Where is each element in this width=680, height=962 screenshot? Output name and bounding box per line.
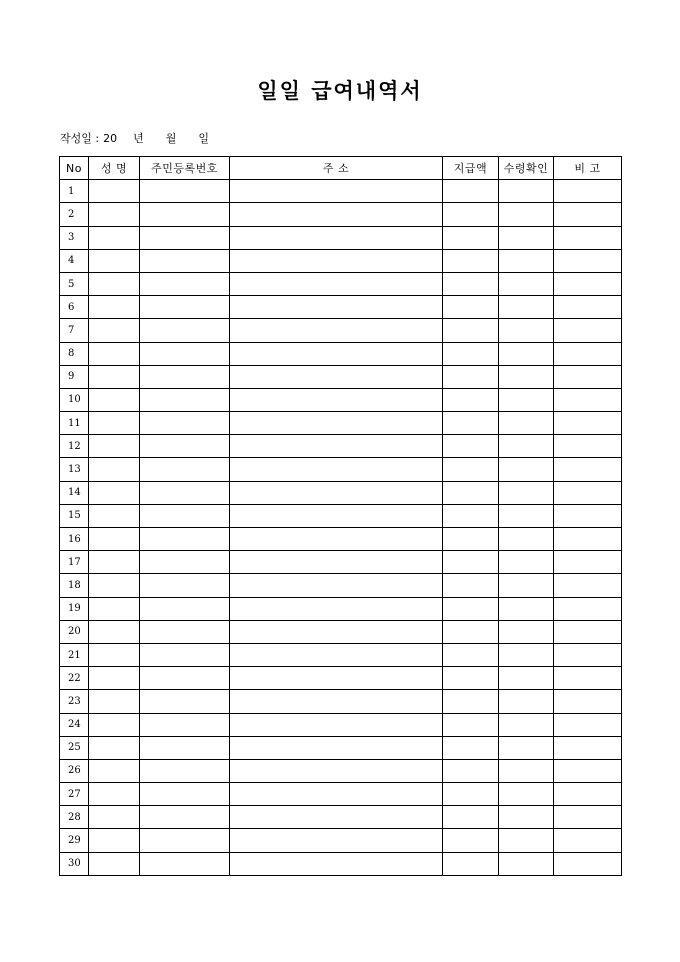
amount-cell[interactable] (443, 736, 499, 759)
row-number-cell: 21 (60, 643, 89, 666)
row-number-cell: 12 (60, 435, 89, 458)
table-row (60, 759, 622, 782)
amount-cell[interactable] (443, 667, 499, 690)
name-cell[interactable] (89, 342, 140, 365)
table-row (60, 852, 622, 875)
amount-cell[interactable] (443, 435, 499, 458)
amount-cell[interactable] (443, 643, 499, 666)
receipt-check-cell[interactable] (499, 574, 554, 597)
address-cell[interactable] (230, 806, 443, 829)
receipt-check-cell[interactable] (499, 412, 554, 435)
receipt-check-cell[interactable] (499, 481, 554, 504)
row-number-cell: 5 (60, 272, 89, 295)
amount-cell[interactable] (443, 412, 499, 435)
table-row (60, 481, 622, 504)
table-row (60, 806, 622, 829)
resident-number-cell[interactable] (140, 319, 230, 342)
receipt-check-cell[interactable] (499, 759, 554, 782)
table-row (60, 620, 622, 643)
name-cell[interactable] (89, 713, 140, 736)
remarks-cell[interactable] (554, 736, 622, 759)
address-cell[interactable] (230, 435, 443, 458)
receipt-check-cell[interactable] (499, 180, 554, 203)
payroll-table (59, 156, 622, 876)
row-number-cell: 8 (60, 342, 89, 365)
remarks-cell[interactable] (554, 690, 622, 713)
resident-number-cell[interactable] (140, 574, 230, 597)
amount-cell[interactable] (443, 504, 499, 527)
receipt-check-cell[interactable] (499, 620, 554, 643)
receipt-check-cell[interactable] (499, 806, 554, 829)
address-cell[interactable] (230, 643, 443, 666)
resident-number-cell[interactable] (140, 180, 230, 203)
remarks-cell[interactable] (554, 783, 622, 806)
row-number-cell: 20 (60, 620, 89, 643)
remarks-cell[interactable] (554, 852, 622, 875)
address-cell[interactable] (230, 458, 443, 481)
name-cell[interactable] (89, 574, 140, 597)
remarks-cell[interactable] (554, 249, 622, 272)
address-cell[interactable] (230, 319, 443, 342)
receipt-check-cell[interactable] (499, 551, 554, 574)
year-unit: 년 (133, 132, 144, 145)
name-cell[interactable] (89, 272, 140, 295)
table-row (60, 249, 622, 272)
amount-cell[interactable] (443, 551, 499, 574)
amount-cell[interactable] (443, 852, 499, 875)
address-cell[interactable] (230, 620, 443, 643)
table-header-row (60, 157, 622, 180)
resident-number-cell[interactable] (140, 690, 230, 713)
name-cell[interactable] (89, 528, 140, 551)
remarks-cell[interactable] (554, 342, 622, 365)
name-cell[interactable] (89, 643, 140, 666)
address-cell[interactable] (230, 574, 443, 597)
remarks-cell[interactable] (554, 713, 622, 736)
name-cell[interactable] (89, 435, 140, 458)
amount-cell[interactable] (443, 365, 499, 388)
name-cell[interactable] (89, 551, 140, 574)
remarks-cell[interactable] (554, 481, 622, 504)
remarks-cell[interactable] (554, 620, 622, 643)
amount-cell[interactable] (443, 388, 499, 411)
receipt-check-cell[interactable] (499, 829, 554, 852)
address-cell[interactable] (230, 597, 443, 620)
address-cell[interactable] (230, 481, 443, 504)
name-cell[interactable] (89, 690, 140, 713)
resident-number-cell[interactable] (140, 551, 230, 574)
remarks-cell[interactable] (554, 597, 622, 620)
remarks-cell[interactable] (554, 435, 622, 458)
address-cell[interactable] (230, 667, 443, 690)
address-cell[interactable] (230, 388, 443, 411)
table-row (60, 203, 622, 226)
resident-number-cell[interactable] (140, 597, 230, 620)
receipt-check-cell[interactable] (499, 226, 554, 249)
address-cell[interactable] (230, 249, 443, 272)
name-cell[interactable] (89, 365, 140, 388)
name-cell[interactable] (89, 412, 140, 435)
receipt-check-cell[interactable] (499, 272, 554, 295)
date-label: 작성일 : (60, 132, 100, 145)
name-cell[interactable] (89, 852, 140, 875)
remarks-cell[interactable] (554, 528, 622, 551)
name-cell[interactable] (89, 667, 140, 690)
name-cell[interactable] (89, 783, 140, 806)
table-row (60, 365, 622, 388)
resident-number-cell[interactable] (140, 481, 230, 504)
receipt-check-cell[interactable] (499, 458, 554, 481)
amount-cell[interactable] (443, 690, 499, 713)
remarks-cell[interactable] (554, 667, 622, 690)
receipt-check-cell[interactable] (499, 435, 554, 458)
amount-cell[interactable] (443, 597, 499, 620)
resident-number-cell[interactable] (140, 806, 230, 829)
remarks-cell[interactable] (554, 759, 622, 782)
row-number-cell: 2 (60, 203, 89, 226)
address-cell[interactable] (230, 412, 443, 435)
header-resident-number: 주민등록번호 (140, 157, 230, 180)
resident-number-cell[interactable] (140, 759, 230, 782)
resident-number-cell[interactable] (140, 667, 230, 690)
table-row (60, 667, 622, 690)
row-number-cell: 13 (60, 458, 89, 481)
table-body (60, 180, 622, 876)
table-row (60, 551, 622, 574)
table-row (60, 180, 622, 203)
row-number-cell: 4 (60, 249, 89, 272)
row-number-cell: 7 (60, 319, 89, 342)
table-row (60, 272, 622, 295)
row-number-cell: 6 (60, 296, 89, 319)
amount-cell[interactable] (443, 226, 499, 249)
row-number-cell: 25 (60, 736, 89, 759)
header-address: 주 소 (230, 157, 443, 180)
table-row (60, 528, 622, 551)
amount-cell[interactable] (443, 783, 499, 806)
table-row (60, 319, 622, 342)
row-number-cell: 30 (60, 852, 89, 875)
resident-number-cell[interactable] (140, 643, 230, 666)
table-row (60, 504, 622, 527)
amount-cell[interactable] (443, 458, 499, 481)
address-cell[interactable] (230, 504, 443, 527)
remarks-cell[interactable] (554, 272, 622, 295)
row-number-cell: 11 (60, 412, 89, 435)
remarks-cell[interactable] (554, 296, 622, 319)
resident-number-cell[interactable] (140, 458, 230, 481)
resident-number-cell[interactable] (140, 736, 230, 759)
amount-cell[interactable] (443, 528, 499, 551)
table-row (60, 690, 622, 713)
resident-number-cell[interactable] (140, 435, 230, 458)
address-cell[interactable] (230, 226, 443, 249)
address-cell[interactable] (230, 272, 443, 295)
row-number-cell: 3 (60, 226, 89, 249)
table-row (60, 342, 622, 365)
receipt-check-cell[interactable] (499, 713, 554, 736)
remarks-cell[interactable] (554, 388, 622, 411)
resident-number-cell[interactable] (140, 388, 230, 411)
remarks-cell[interactable] (554, 829, 622, 852)
receipt-check-cell[interactable] (499, 249, 554, 272)
name-cell[interactable] (89, 319, 140, 342)
address-cell[interactable] (230, 783, 443, 806)
resident-number-cell[interactable] (140, 713, 230, 736)
resident-number-cell[interactable] (140, 620, 230, 643)
amount-cell[interactable] (443, 829, 499, 852)
resident-number-cell[interactable] (140, 783, 230, 806)
table-row (60, 388, 622, 411)
resident-number-cell[interactable] (140, 504, 230, 527)
name-cell[interactable] (89, 504, 140, 527)
remarks-cell[interactable] (554, 319, 622, 342)
row-number-cell: 24 (60, 713, 89, 736)
table-row (60, 713, 622, 736)
header-name: 성 명 (89, 157, 140, 180)
receipt-check-cell[interactable] (499, 667, 554, 690)
header-amount: 지급액 (443, 157, 499, 180)
remarks-cell[interactable] (554, 574, 622, 597)
resident-number-cell[interactable] (140, 226, 230, 249)
remarks-cell[interactable] (554, 504, 622, 527)
name-cell[interactable] (89, 829, 140, 852)
address-cell[interactable] (230, 180, 443, 203)
remarks-cell[interactable] (554, 643, 622, 666)
name-cell[interactable] (89, 759, 140, 782)
row-number-cell: 27 (60, 783, 89, 806)
row-number-cell: 17 (60, 551, 89, 574)
receipt-check-cell[interactable] (499, 504, 554, 527)
amount-cell[interactable] (443, 620, 499, 643)
remarks-cell[interactable] (554, 226, 622, 249)
receipt-check-cell[interactable] (499, 783, 554, 806)
date-line (60, 132, 209, 146)
resident-number-cell[interactable] (140, 249, 230, 272)
row-number-cell: 28 (60, 806, 89, 829)
table-row (60, 736, 622, 759)
table-row (60, 597, 622, 620)
address-cell[interactable] (230, 690, 443, 713)
receipt-check-cell[interactable] (499, 528, 554, 551)
row-number-cell: 18 (60, 574, 89, 597)
row-number-cell: 19 (60, 597, 89, 620)
receipt-check-cell[interactable] (499, 203, 554, 226)
address-cell[interactable] (230, 296, 443, 319)
name-cell[interactable] (89, 806, 140, 829)
header-no: No (60, 157, 89, 180)
name-cell[interactable] (89, 203, 140, 226)
address-cell[interactable] (230, 203, 443, 226)
resident-number-cell[interactable] (140, 829, 230, 852)
day-unit: 일 (198, 132, 210, 145)
resident-number-cell[interactable] (140, 412, 230, 435)
amount-cell[interactable] (443, 759, 499, 782)
resident-number-cell[interactable] (140, 365, 230, 388)
row-number-cell: 29 (60, 829, 89, 852)
amount-cell[interactable] (443, 481, 499, 504)
row-number-cell: 14 (60, 481, 89, 504)
table-row (60, 435, 622, 458)
receipt-check-cell[interactable] (499, 319, 554, 342)
document-title: 일일 급여내역서 (257, 78, 423, 103)
receipt-check-cell[interactable] (499, 690, 554, 713)
table-row (60, 226, 622, 249)
name-cell[interactable] (89, 180, 140, 203)
name-cell[interactable] (89, 296, 140, 319)
year-prefix: 20 (103, 132, 118, 145)
address-cell[interactable] (230, 852, 443, 875)
resident-number-cell[interactable] (140, 852, 230, 875)
remarks-cell[interactable] (554, 365, 622, 388)
row-number-cell: 10 (60, 388, 89, 411)
row-number-cell: 9 (60, 365, 89, 388)
address-cell[interactable] (230, 829, 443, 852)
header-remarks: 비 고 (554, 157, 622, 180)
address-cell[interactable] (230, 342, 443, 365)
address-cell[interactable] (230, 551, 443, 574)
amount-cell[interactable] (443, 296, 499, 319)
amount-cell[interactable] (443, 180, 499, 203)
address-cell[interactable] (230, 736, 443, 759)
name-cell[interactable] (89, 458, 140, 481)
receipt-check-cell[interactable] (499, 388, 554, 411)
receipt-check-cell[interactable] (499, 736, 554, 759)
table-row (60, 574, 622, 597)
receipt-check-cell[interactable] (499, 852, 554, 875)
amount-cell[interactable] (443, 203, 499, 226)
resident-number-cell[interactable] (140, 528, 230, 551)
resident-number-cell[interactable] (140, 203, 230, 226)
row-number-cell: 26 (60, 759, 89, 782)
resident-number-cell[interactable] (140, 272, 230, 295)
table-row (60, 643, 622, 666)
name-cell[interactable] (89, 620, 140, 643)
remarks-cell[interactable] (554, 203, 622, 226)
row-number-cell: 16 (60, 528, 89, 551)
row-number-cell: 1 (60, 180, 89, 203)
header-receipt-check: 수령확인 (499, 157, 554, 180)
name-cell[interactable] (89, 736, 140, 759)
name-cell[interactable] (89, 226, 140, 249)
name-cell[interactable] (89, 249, 140, 272)
address-cell[interactable] (230, 365, 443, 388)
receipt-check-cell[interactable] (499, 342, 554, 365)
receipt-check-cell[interactable] (499, 597, 554, 620)
row-number-cell: 15 (60, 504, 89, 527)
table-row (60, 296, 622, 319)
resident-number-cell[interactable] (140, 296, 230, 319)
remarks-cell[interactable] (554, 458, 622, 481)
address-cell[interactable] (230, 528, 443, 551)
amount-cell[interactable] (443, 249, 499, 272)
table-row (60, 783, 622, 806)
row-number-cell: 23 (60, 690, 89, 713)
amount-cell[interactable] (443, 806, 499, 829)
address-cell[interactable] (230, 713, 443, 736)
table-row (60, 412, 622, 435)
address-cell[interactable] (230, 759, 443, 782)
receipt-check-cell[interactable] (499, 365, 554, 388)
table-row (60, 829, 622, 852)
receipt-check-cell[interactable] (499, 643, 554, 666)
remarks-cell[interactable] (554, 806, 622, 829)
remarks-cell[interactable] (554, 180, 622, 203)
resident-number-cell[interactable] (140, 342, 230, 365)
remarks-cell[interactable] (554, 412, 622, 435)
row-number-cell: 22 (60, 667, 89, 690)
remarks-cell[interactable] (554, 551, 622, 574)
name-cell[interactable] (89, 597, 140, 620)
amount-cell[interactable] (443, 319, 499, 342)
table-row (60, 458, 622, 481)
name-cell[interactable] (89, 481, 140, 504)
name-cell[interactable] (89, 388, 140, 411)
month-unit: 월 (165, 132, 177, 145)
amount-cell[interactable] (443, 272, 499, 295)
amount-cell[interactable] (443, 713, 499, 736)
amount-cell[interactable] (443, 574, 499, 597)
receipt-check-cell[interactable] (499, 296, 554, 319)
amount-cell[interactable] (443, 342, 499, 365)
